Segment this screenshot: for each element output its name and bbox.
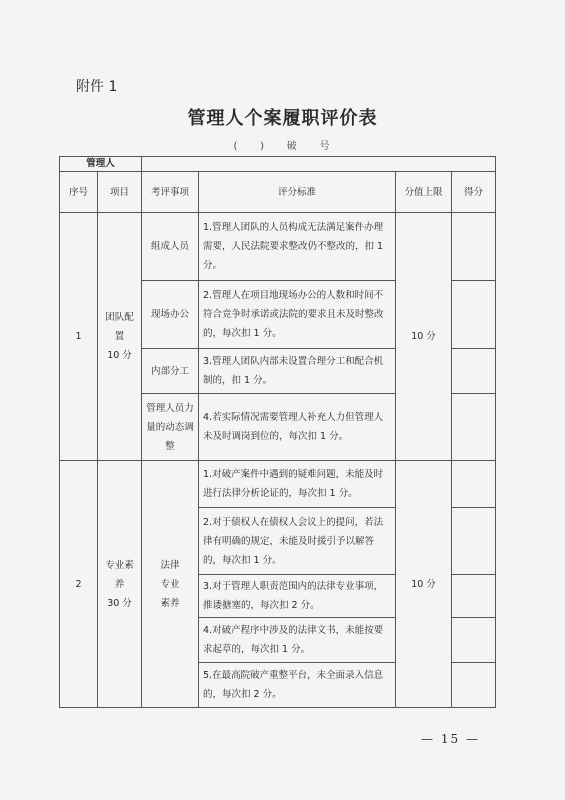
group-2-criteria-1: 1.对破产案件中遇到的疑难问题，未能及时进行法律分析论证的，每次扣 1 分。 [199,461,396,508]
group-2-criteria-3: 3.对于管理人职责范围内的法律专业事项，推诿搪塞的，每次扣 2 分。 [199,575,396,618]
group-2-score-1[interactable] [452,461,496,508]
page-number [0,732,565,746]
evaluation-table [59,156,496,708]
attachment-label: 附件 1 [76,79,118,95]
header-criteria: 评分标准 [199,172,396,213]
group-1-criteria-1: 1.管理人团队的人员构成无法满足案件办理需要，人民法院要求整改仍不整改的，扣 1 分。 [199,213,396,281]
group-2-max-score: 10 分 [396,461,452,708]
group-2-criteria-2: 2.对于债权人在债权人会议上的提问，若法律有明确的规定，未能及时援引予以解答的，每次扣 1 分。 [199,508,396,575]
group-2-score-4[interactable] [452,618,496,663]
manager-value-cell[interactable] [142,157,496,172]
case-number-line: ( ) 破 号 [233,141,332,152]
group-1-check-4: 管理人员力量的动态调整 [142,394,199,461]
header-check-item: 考评事项 [142,172,199,213]
group-1-check-1: 组成人员 [142,213,199,281]
header-max-score: 分值上限 [396,172,452,213]
group-1-score-2[interactable] [452,281,496,349]
group-2-criteria-4: 4.对破产程序中涉及的法律文书，未能按要求起草的，每次扣 1 分。 [199,618,396,663]
group-1-score-3[interactable] [452,349,496,394]
document-title: 管理人个案履职评价表 [187,108,378,129]
manager-label: 管理人 [60,157,142,172]
group-1-check-3: 内部分工 [142,349,199,394]
header-score: 得分 [452,172,496,213]
group-1-criteria-3: 3.管理人团队内部未设置合理分工和配合机制的，扣 1 分。 [199,349,396,394]
table-row [60,213,496,281]
group-2-check: 法律专业素养 [142,461,199,708]
group-1-score-1[interactable] [452,213,496,281]
group-2-no: 2 [60,461,98,708]
group-1-no: 1 [60,213,98,461]
group-2-score-5[interactable] [452,663,496,708]
manager-row [60,157,496,172]
group-1-criteria-4: 4.若实际情况需要管理人补充人力但管理人未及时调岗到位的，每次扣 1 分。 [199,394,396,461]
group-1-max-score: 10 分 [396,213,452,461]
group-2-score-3[interactable] [452,575,496,618]
group-1-score-4[interactable] [452,394,496,461]
table-row [60,461,496,508]
group-2-score-2[interactable] [452,508,496,575]
header-no: 序号 [60,172,98,213]
group-2-item: 专业素养 30 分 [98,461,142,708]
group-2-criteria-5: 5.在最高院破产重整平台，未全面录入信息的，每次扣 2 分。 [199,663,396,708]
group-1-item: 团队配置 10 分 [98,213,142,461]
group-1-check-2: 现场办公 [142,281,199,349]
header-item: 项目 [98,172,142,213]
group-1-criteria-2: 2.管理人在项目地现场办公的人数和时间不符合竞争时承诺或法院的要求且未及时整改的，每次扣 1 分。 [199,281,396,349]
table-header-row [60,172,496,213]
page-number-text: — 15 — [421,732,480,746]
